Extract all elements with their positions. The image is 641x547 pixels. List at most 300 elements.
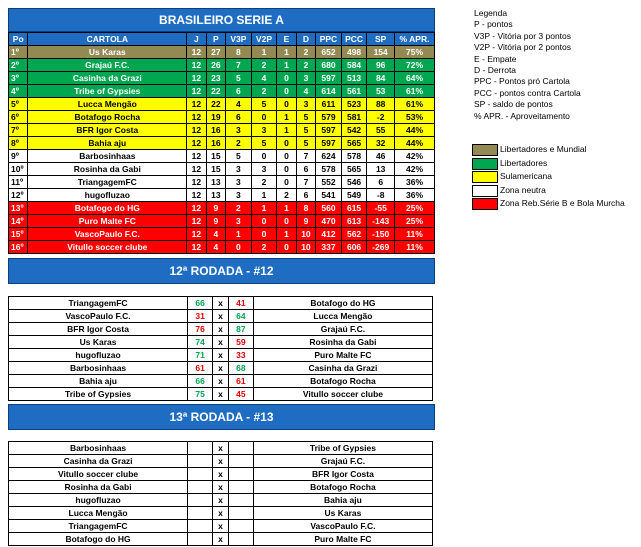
round13-table: [8, 441, 433, 546]
match-home-score: 71: [188, 349, 213, 362]
standings-cell-v3p: 3: [226, 163, 252, 176]
match-row: [9, 297, 433, 310]
standings-cell-j: 12: [187, 98, 206, 111]
standings-cell-apr: 53%: [395, 111, 435, 124]
standings-cell-sp: -150: [367, 228, 395, 241]
match-versus: x: [213, 442, 229, 455]
match-versus: x: [213, 336, 229, 349]
match-away-score: [228, 481, 253, 494]
standings-cell-v2p: 2: [251, 59, 277, 72]
standings-cell-e: 2: [277, 189, 296, 202]
standings-cell-v2p: 0: [251, 215, 277, 228]
match-row: [9, 507, 433, 520]
standings-cell-p: 4: [206, 228, 225, 241]
match-away-team: VascoPaulo F.C.: [253, 520, 432, 533]
match-row: [9, 310, 433, 323]
match-row: [9, 481, 433, 494]
header-d: D: [296, 33, 315, 46]
standings-cell-apr: 25%: [395, 202, 435, 215]
match-home-team: Tribe of Gypsies: [9, 388, 188, 401]
standings-cell-team: Lucca Mengão: [28, 98, 187, 111]
standings-cell-ppc: 560: [316, 202, 342, 215]
standings-cell-d: 5: [296, 111, 315, 124]
standings-cell-v3p: 3: [226, 189, 252, 202]
standings-cell-apr: 36%: [395, 176, 435, 189]
standings-cell-pos: 13º: [9, 202, 28, 215]
standings-row: [9, 163, 435, 176]
standings-cell-apr: 36%: [395, 189, 435, 202]
standings-cell-d: 8: [296, 202, 315, 215]
round13-title: 13ª RODADA - #13: [8, 404, 435, 430]
standings-cell-pos: 5º: [9, 98, 28, 111]
standings-cell-p: 23: [206, 72, 225, 85]
standings-cell-team: Botafogo do HG: [28, 202, 187, 215]
standings-cell-team: Casinha da Grazi: [28, 72, 187, 85]
standings-cell-sp: 6: [367, 176, 395, 189]
match-home-team: Botafogo do HG: [9, 533, 188, 546]
standings-cell-d: 2: [296, 59, 315, 72]
standings-cell-pos: 7º: [9, 124, 28, 137]
standings-row: [9, 241, 435, 254]
standings-cell-sp: -269: [367, 241, 395, 254]
match-away-score: [228, 520, 253, 533]
standings-cell-pcc: 498: [341, 46, 367, 59]
standings-cell-e: 1: [277, 228, 296, 241]
match-away-team: Botafogo Rocha: [253, 481, 432, 494]
standings-cell-apr: 42%: [395, 150, 435, 163]
standings-row: [9, 124, 435, 137]
standings-cell-team: TriangagemFC: [28, 176, 187, 189]
standings-cell-ppc: 552: [316, 176, 342, 189]
standings-cell-pcc: 549: [341, 189, 367, 202]
header-v2p: V2P: [251, 33, 277, 46]
standings-cell-pcc: 561: [341, 85, 367, 98]
match-away-team: Botafogo do HG: [253, 297, 432, 310]
legend-item: PPC - Pontos pró Cartola: [474, 76, 570, 87]
standings-cell-apr: 64%: [395, 72, 435, 85]
match-away-team: Botafogo Rocha: [253, 375, 432, 388]
standings-cell-v3p: 0: [226, 241, 252, 254]
match-versus: x: [213, 297, 229, 310]
standings-cell-p: 16: [206, 137, 225, 150]
standings-cell-d: 4: [296, 85, 315, 98]
standings-row: [9, 228, 435, 241]
standings-cell-ppc: 412: [316, 228, 342, 241]
standings-cell-v2p: 1: [251, 189, 277, 202]
standings-cell-p: 27: [206, 46, 225, 59]
standings-cell-p: 15: [206, 163, 225, 176]
legend-item: V3P - Vitória por 3 pontos: [474, 30, 572, 41]
match-versus: x: [213, 375, 229, 388]
standings-cell-j: 12: [187, 124, 206, 137]
standings-cell-ppc: 597: [316, 124, 342, 137]
header-p: P: [206, 33, 225, 46]
match-versus: x: [213, 455, 229, 468]
match-home-score: [188, 442, 213, 455]
standings-cell-sp: -55: [367, 202, 395, 215]
header-sp: SP: [367, 33, 395, 46]
standings-cell-ppc: 579: [316, 111, 342, 124]
standings-cell-j: 12: [187, 202, 206, 215]
match-home-team: Bahia aju: [9, 375, 188, 388]
standings-cell-pos: 15º: [9, 228, 28, 241]
match-row: [9, 375, 433, 388]
match-away-score: [228, 442, 253, 455]
match-row: [9, 323, 433, 336]
standings-row: [9, 189, 435, 202]
match-versus: x: [213, 520, 229, 533]
standings-cell-e: 0: [277, 241, 296, 254]
standings-cell-d: 2: [296, 46, 315, 59]
match-away-team: Lucca Mengão: [253, 310, 432, 323]
standings-row: [9, 46, 435, 59]
match-home-score: 75: [188, 388, 213, 401]
standings-cell-pos: 8º: [9, 137, 28, 150]
standings-cell-pcc: 565: [341, 137, 367, 150]
legend-item: E - Empate: [474, 53, 517, 64]
standings-cell-j: 12: [187, 85, 206, 98]
match-away-team: Casinha da Grazi: [253, 362, 432, 375]
legend-item: PCC - pontos contra Cartola: [474, 87, 581, 98]
standings-cell-v3p: 2: [226, 137, 252, 150]
match-away-score: 87: [228, 323, 253, 336]
standings-cell-sp: 84: [367, 72, 395, 85]
standings-row: [9, 98, 435, 111]
standings-row: [9, 85, 435, 98]
standings-row: [9, 59, 435, 72]
match-versus: x: [213, 481, 229, 494]
match-away-team: Grajaú F.C.: [253, 323, 432, 336]
standings-cell-pcc: 581: [341, 111, 367, 124]
standings-cell-d: 7: [296, 150, 315, 163]
standings-cell-sp: -2: [367, 111, 395, 124]
match-away-team: Us Karas: [253, 507, 432, 520]
standings-cell-p: 22: [206, 85, 225, 98]
standings-row: [9, 137, 435, 150]
standings-cell-v2p: 2: [251, 176, 277, 189]
standings-cell-pos: 10º: [9, 163, 28, 176]
standings-cell-ppc: 597: [316, 72, 342, 85]
header-apr: % APR.: [395, 33, 435, 46]
standings-cell-sp: 96: [367, 59, 395, 72]
standings-cell-ppc: 597: [316, 137, 342, 150]
legend-zone-swatch: [472, 185, 498, 197]
standings-cell-j: 12: [187, 215, 206, 228]
match-versus: x: [213, 349, 229, 362]
legend-zone-swatch: [472, 144, 498, 156]
standings-cell-v2p: 3: [251, 163, 277, 176]
match-home-score: 66: [188, 297, 213, 310]
standings-cell-apr: 61%: [395, 98, 435, 111]
match-away-score: [228, 455, 253, 468]
standings-cell-pcc: 546: [341, 176, 367, 189]
match-away-team: Tribe of Gypsies: [253, 442, 432, 455]
standings-cell-v2p: 2: [251, 241, 277, 254]
match-row: [9, 362, 433, 375]
standings-cell-apr: 25%: [395, 215, 435, 228]
standings-cell-v3p: 4: [226, 98, 252, 111]
match-home-team: Rosinha da Gabi: [9, 481, 188, 494]
match-row: [9, 494, 433, 507]
standings-cell-ppc: 578: [316, 163, 342, 176]
standings-cell-pos: 9º: [9, 150, 28, 163]
standings-cell-e: 1: [277, 202, 296, 215]
standings-cell-sp: -143: [367, 215, 395, 228]
header-pcc: PCC: [341, 33, 367, 46]
standings-table: [8, 32, 435, 254]
round12-table: [8, 296, 433, 401]
standings-cell-e: 1: [277, 111, 296, 124]
match-home-score: 61: [188, 362, 213, 375]
match-versus: x: [213, 323, 229, 336]
standings-cell-v2p: 5: [251, 137, 277, 150]
match-home-score: [188, 468, 213, 481]
legend-item: SP - saldo de pontos: [474, 99, 553, 110]
standings-cell-j: 12: [187, 137, 206, 150]
standings-cell-team: Rosinha da Gabi: [28, 163, 187, 176]
header-team: CARTOLA: [28, 33, 187, 46]
match-home-score: [188, 494, 213, 507]
standings-cell-d: 9: [296, 215, 315, 228]
standings-cell-sp: 46: [367, 150, 395, 163]
match-away-score: 64: [228, 310, 253, 323]
match-away-score: 68: [228, 362, 253, 375]
standings-cell-p: 9: [206, 215, 225, 228]
legend-zone-label: Zona Reb.Série B e Bola Murcha: [500, 198, 625, 208]
legend-item: V2P - Vitória por 2 pontos: [474, 42, 572, 53]
standings-cell-ppc: 337: [316, 241, 342, 254]
standings-cell-d: 6: [296, 163, 315, 176]
standings-cell-v3p: 5: [226, 72, 252, 85]
standings-cell-d: 10: [296, 241, 315, 254]
match-away-team: Puro Malte FC: [253, 349, 432, 362]
standings-cell-team: Bahia aju: [28, 137, 187, 150]
match-versus: x: [213, 494, 229, 507]
match-home-team: BFR Igor Costa: [9, 323, 188, 336]
standings-cell-ppc: 541: [316, 189, 342, 202]
legend-title: Legenda: [474, 8, 508, 18]
standings-cell-ppc: 611: [316, 98, 342, 111]
match-home-team: Barbosinhaas: [9, 362, 188, 375]
standings-cell-sp: 53: [367, 85, 395, 98]
match-away-score: 61: [228, 375, 253, 388]
standings-cell-p: 22: [206, 98, 225, 111]
standings-cell-v3p: 8: [226, 46, 252, 59]
standings-cell-p: 19: [206, 111, 225, 124]
standings-cell-team: hugofluzao: [28, 189, 187, 202]
standings-cell-v2p: 1: [251, 202, 277, 215]
standings-cell-pcc: 613: [341, 215, 367, 228]
standings-cell-j: 12: [187, 72, 206, 85]
standings-cell-pcc: 562: [341, 228, 367, 241]
standings-cell-v2p: 2: [251, 85, 277, 98]
match-away-score: 33: [228, 349, 253, 362]
match-row: [9, 349, 433, 362]
match-away-score: [228, 507, 253, 520]
standings-cell-pcc: 606: [341, 241, 367, 254]
match-row: [9, 336, 433, 349]
standings-cell-apr: 72%: [395, 59, 435, 72]
standings-cell-ppc: 470: [316, 215, 342, 228]
match-away-team: Grajaú F.C.: [253, 455, 432, 468]
standings-cell-apr: 44%: [395, 137, 435, 150]
standings-cell-pos: 4º: [9, 85, 28, 98]
standings-cell-pos: 11º: [9, 176, 28, 189]
standings-cell-pcc: 584: [341, 59, 367, 72]
legend-zone-label: Libertadores: [500, 157, 548, 168]
match-away-score: 41: [228, 297, 253, 310]
legend-zone-swatch: [472, 171, 498, 183]
standings-cell-v3p: 7: [226, 59, 252, 72]
standings-cell-j: 12: [187, 46, 206, 59]
standings-cell-team: Barbosinhaas: [28, 150, 187, 163]
legend-zone-swatch: [472, 158, 498, 170]
match-home-score: [188, 520, 213, 533]
match-home-score: [188, 533, 213, 546]
match-home-team: Vitullo soccer clube: [9, 468, 188, 481]
standings-cell-team: Grajaú F.C.: [28, 59, 187, 72]
header-e: E: [277, 33, 296, 46]
standings-cell-e: 0: [277, 98, 296, 111]
standings-cell-sp: 55: [367, 124, 395, 137]
standings-cell-e: 0: [277, 215, 296, 228]
match-home-score: 31: [188, 310, 213, 323]
standings-cell-ppc: 680: [316, 59, 342, 72]
match-row: [9, 468, 433, 481]
standings-cell-apr: 11%: [395, 241, 435, 254]
standings-cell-d: 5: [296, 137, 315, 150]
standings-cell-d: 6: [296, 189, 315, 202]
standings-cell-team: Tribe of Gypsies: [28, 85, 187, 98]
match-home-score: [188, 481, 213, 494]
match-home-team: Us Karas: [9, 336, 188, 349]
standings-cell-pcc: 565: [341, 163, 367, 176]
standings-cell-p: 15: [206, 150, 225, 163]
standings-cell-j: 12: [187, 163, 206, 176]
standings-cell-v2p: 0: [251, 150, 277, 163]
standings-cell-sp: -8: [367, 189, 395, 202]
standings-cell-team: Puro Malte FC: [28, 215, 187, 228]
match-away-score: 45: [228, 388, 253, 401]
standings-cell-apr: 11%: [395, 228, 435, 241]
standings-cell-p: 13: [206, 176, 225, 189]
standings-cell-pcc: 578: [341, 150, 367, 163]
standings-cell-p: 26: [206, 59, 225, 72]
standings-cell-e: 0: [277, 85, 296, 98]
match-away-score: [228, 533, 253, 546]
standings-title: BRASILEIRO SERIE A: [8, 8, 435, 32]
match-home-score: [188, 507, 213, 520]
standings-cell-j: 12: [187, 59, 206, 72]
match-home-score: 66: [188, 375, 213, 388]
standings-cell-team: VascoPaulo F.C.: [28, 228, 187, 241]
match-row: [9, 533, 433, 546]
legend: [474, 8, 581, 122]
standings-cell-v3p: 1: [226, 228, 252, 241]
standings-cell-v3p: 3: [226, 176, 252, 189]
standings-cell-j: 12: [187, 189, 206, 202]
standings-cell-v3p: 2: [226, 202, 252, 215]
standings-cell-d: 5: [296, 124, 315, 137]
standings-cell-team: Us Karas: [28, 46, 187, 59]
standings-cell-team: Vitullo soccer clube: [28, 241, 187, 254]
standings-cell-pos: 14º: [9, 215, 28, 228]
match-home-team: hugofluzao: [9, 349, 188, 362]
standings-cell-p: 9: [206, 202, 225, 215]
match-away-team: Puro Malte FC: [253, 533, 432, 546]
standings-cell-e: 0: [277, 137, 296, 150]
match-home-score: [188, 455, 213, 468]
legend-zone-label: Sulamericana: [500, 171, 552, 181]
standings-row: [9, 111, 435, 124]
standings-cell-v2p: 3: [251, 124, 277, 137]
round12-title: 12ª RODADA - #12: [8, 258, 435, 284]
standings-cell-pos: 16º: [9, 241, 28, 254]
standings-cell-sp: 154: [367, 46, 395, 59]
standings-cell-sp: 88: [367, 98, 395, 111]
standings-row: [9, 150, 435, 163]
match-home-team: TriangagemFC: [9, 297, 188, 310]
match-away-score: [228, 468, 253, 481]
match-away-team: Rosinha da Gabi: [253, 336, 432, 349]
standings-cell-sp: 32: [367, 137, 395, 150]
standings-cell-ppc: 652: [316, 46, 342, 59]
standings-cell-j: 12: [187, 150, 206, 163]
match-away-score: 59: [228, 336, 253, 349]
standings-cell-pos: 1º: [9, 46, 28, 59]
standings-cell-v2p: 0: [251, 111, 277, 124]
match-versus: x: [213, 533, 229, 546]
standings-cell-d: 3: [296, 72, 315, 85]
match-versus: x: [213, 310, 229, 323]
standings-cell-e: 0: [277, 176, 296, 189]
standings-header-row: [9, 33, 435, 46]
standings-cell-v3p: 6: [226, 85, 252, 98]
standings-cell-p: 13: [206, 189, 225, 202]
standings-cell-pcc: 513: [341, 72, 367, 85]
standings-cell-d: 3: [296, 98, 315, 111]
match-versus: x: [213, 362, 229, 375]
standings-cell-pcc: 542: [341, 124, 367, 137]
match-versus: x: [213, 388, 229, 401]
match-home-team: hugofluzao: [9, 494, 188, 507]
header-v3p: V3P: [226, 33, 252, 46]
header-ppc: PPC: [316, 33, 342, 46]
standings-cell-j: 12: [187, 228, 206, 241]
match-versus: x: [213, 468, 229, 481]
match-home-score: 74: [188, 336, 213, 349]
standings-cell-v2p: 1: [251, 46, 277, 59]
standings-cell-pos: 2º: [9, 59, 28, 72]
standings-cell-v3p: 3: [226, 124, 252, 137]
header-pos: Po: [9, 33, 28, 46]
match-row: [9, 520, 433, 533]
standings-cell-e: 0: [277, 150, 296, 163]
standings-cell-team: Botafogo Rocha: [28, 111, 187, 124]
standings-cell-j: 12: [187, 111, 206, 124]
standings-cell-apr: 61%: [395, 85, 435, 98]
standings-cell-sp: 13: [367, 163, 395, 176]
match-home-score: 76: [188, 323, 213, 336]
standings-cell-d: 7: [296, 176, 315, 189]
standings-cell-pcc: 615: [341, 202, 367, 215]
match-row: [9, 442, 433, 455]
match-away-score: [228, 494, 253, 507]
match-away-team: Vitullo soccer clube: [253, 388, 432, 401]
standings-cell-e: 1: [277, 124, 296, 137]
standings-cell-e: 1: [277, 46, 296, 59]
legend-zone-swatch: [472, 198, 498, 210]
